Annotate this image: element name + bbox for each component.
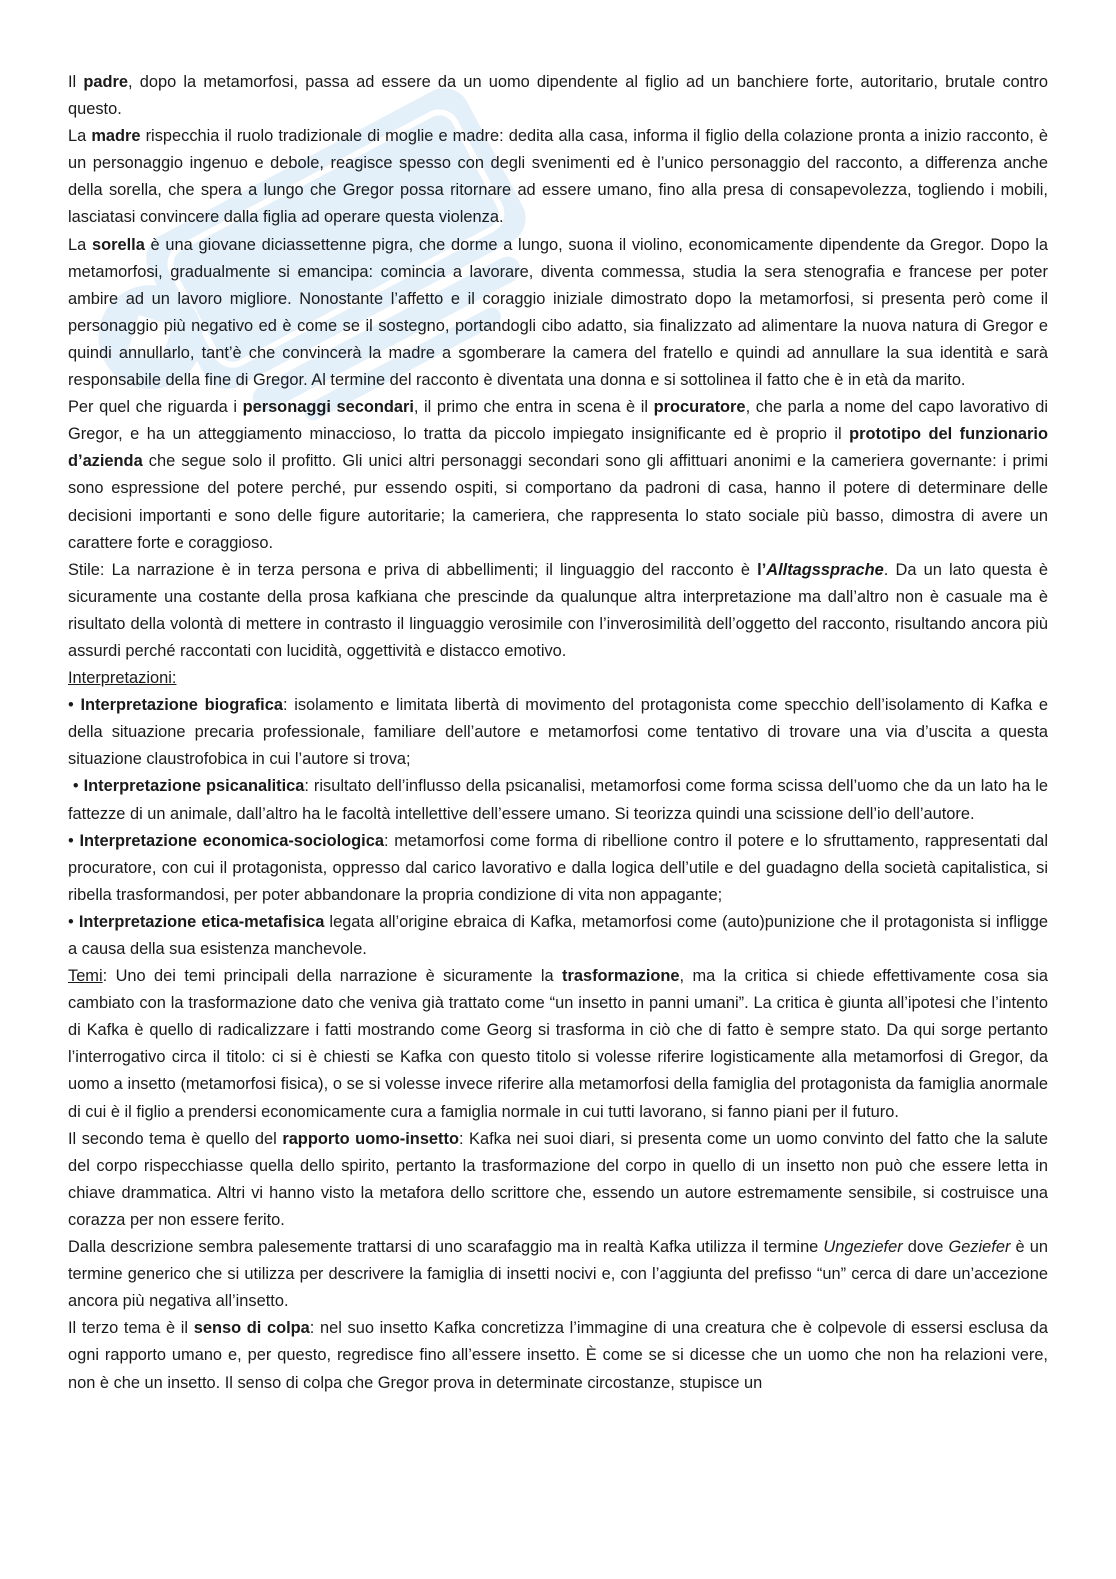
text: : Kafka nei suoi diari, si presenta come un uomo convinto del fatto che la salute del corpo rispecchiasse quella dello spirito, pertanto la trasformazione del corpo in quello di un insetto non può che essere letta in chiave drammatica. Altri vi hanno visto la metafora dello scrittore che, essendo un autore estremamente sensibile, si costruisce una corazza per non essere ferito. <box>68 1129 1048 1229</box>
bullet-icon: • <box>68 696 81 715</box>
text: Il <box>68 73 84 91</box>
italic-term: Geziefer <box>948 1238 1011 1257</box>
paragraph-sorella <box>68 232 1048 395</box>
bold-italic-term: Alltagssprache <box>766 560 884 579</box>
interpretation-item-etica <box>68 909 1048 963</box>
text: Stile: La narrazione è in terza persona e priva di abbellimenti; il linguaggio del racconto è <box>68 560 758 579</box>
text: , dopo la metamorfosi, passa ad essere da un uomo dipendente al figlio ad un banchiere forte, autoritario, brutale contro questo. <box>68 73 1048 119</box>
text: Il secondo tema è quello del <box>68 1129 283 1148</box>
text: , che parla a nome del capo lavorativo di Gregor, e ha un atteggiamento minaccioso, lo tratta da piccolo impiegato insignificante ed è proprio il <box>68 398 1048 444</box>
bold-term: padre <box>83 73 129 91</box>
text: : risultato dell’influsso della psicanalisi, metamorfosi come forma scissa dell’uomo che da un lato ha le fattezze di un animale, dall’altro ha le facoltà intellettive dell’essere umano. Si teorizza quindi una scissione dell’io dell’autore. <box>68 777 1048 823</box>
bold-term: sorella <box>91 235 145 254</box>
bullet-icon: • <box>68 831 80 850</box>
text: Dalla descrizione sembra palesemente trattarsi di uno scarafaggio ma in realtà Kafka utilizza il termine <box>68 1238 824 1257</box>
paragraph-madre <box>68 123 1048 231</box>
text: : nel suo insetto Kafka concretizza l’immagine di una creatura che è colpevole di essersi esclusa da ogni rapporto umano e, per questo, regredisce fino all’essere insetto. È come se si dicesse che un uomo che non ha relazioni vere, non è che un insetto. Il senso di colpa che Gregor prova in determinate circostanze, stupisce un <box>68 1319 1049 1392</box>
text: Per quel che riguarda i <box>68 398 243 417</box>
text: : Uno dei temi principali della narrazione è sicuramente la <box>102 967 563 986</box>
bold-term: l’ <box>757 560 767 579</box>
underlined-heading: Interpretazioni: <box>68 669 177 688</box>
text: La <box>68 235 92 254</box>
text: dove <box>902 1238 949 1257</box>
text: : metamorfosi come forma di ribellione contro il potere e lo sfruttamento, rappresentati dal procuratore, con cui il protagonista, oppresso dal carico lavorativo e dalla logica dell’utile e del guadagno della società capitalistica, si ribella trasformandosi, per poter abbandonare la propria condizione di vita non appagante; <box>68 831 1048 904</box>
text: che segue solo il profitto. Gli unici altri personaggi secondari sono gli affittuari anonimi e la cameriera governante: i primi sono espressione del potere perché, pur essendo ospiti, si comportano da padroni di casa, hanno il potere di determinare delle decisioni importanti e sono delle figure autoritarie; la cameriera, che rappresenta lo stato sociale più basso, dimostra di avere un carattere forte e coraggioso. <box>68 452 1048 552</box>
bold-term: Interpretazione psicanalitica <box>83 777 305 796</box>
text: La <box>68 127 92 146</box>
bold-term: personaggi secondari <box>242 398 414 417</box>
bold-term: senso di colpa <box>193 1319 310 1338</box>
interpretation-item-psicanalitica <box>68 773 1048 827</box>
paragraph-temi <box>68 963 1048 1126</box>
bold-term: madre <box>91 127 141 146</box>
paragraph-padre <box>68 69 1048 123</box>
text: è un termine generico che si utilizza per descrivere la famiglia di insetti nocivi e, con l’aggiunta del prefisso “un” cerca di dare un’accezione ancora più negativa all’insetto. <box>68 1238 1048 1311</box>
bullet-icon: • <box>68 777 84 796</box>
interpretation-item-biografica <box>68 692 1048 773</box>
bold-term: procuratore <box>653 398 746 417</box>
text: rispecchia il ruolo tradizionale di moglie e madre: dedita alla casa, informa il figlio della colazione pronta a inizio racconto, è un personaggio ingenuo e debole, reagisce spesso con degli svenimenti ed è l’unico personaggio del racconto, a differenza anche della sorella, che spera a lungo che Gregor possa ritornare ad essere umano, fino alla presa di consapevolezza, togliendo i mobili, lasciatasi convincere dalla figlia ad operare questa violenza. <box>68 127 1048 227</box>
text: , il primo che entra in scena è il <box>413 398 654 417</box>
paragraph-stile <box>68 557 1048 665</box>
interpretazioni-heading <box>68 665 1048 692</box>
paragraph-senso-di-colpa <box>68 1315 1048 1396</box>
bold-term: trasformazione <box>562 967 680 986</box>
bold-term: rapporto uomo-insetto <box>282 1129 459 1148</box>
interpretation-item-economica <box>68 828 1048 909</box>
bold-term: prototipo del funzionario d’azienda <box>68 425 1048 471</box>
text: . Da un lato questa è sicuramente una costante della prosa kafkiana che prescinde da qualunque altra interpretazione ma dall’altro non è casuale ma è risultato della volontà di mettere in contrasto il linguaggio verosimile con l’inverosimilità dell’oggetto del racconto, risultando ancora più assurdi perché raccontati con lucidità, oggettività e distacco emotivo. <box>68 560 1048 660</box>
bold-term: Interpretazione etica-metafisica <box>78 912 325 931</box>
paragraph-personaggi-secondari <box>68 394 1048 557</box>
document-body <box>68 69 1048 1397</box>
text: : isolamento e limitata libertà di movimento del protagonista come specchio dell’isolamento di Kafka e della situazione precaria professionale, familiare dell’autore e metamorfosi come tentativo di trovare una via d’uscita a questa situazione claustrofobica in cui l’autore si trova; <box>68 696 1049 769</box>
underlined-label: Temi <box>68 967 103 986</box>
paragraph-ungeziefer <box>68 1234 1048 1315</box>
bold-term: Interpretazione biografica <box>80 696 283 715</box>
italic-term: Ungeziefer <box>823 1238 903 1257</box>
paragraph-rapporto-uomo-insetto <box>68 1126 1048 1234</box>
text: legata all’origine ebraica di Kafka, metamorfosi come (auto)punizione che il protagonista si infligge a causa della sua esistenza manchevole. <box>68 912 1048 958</box>
text: , ma la critica si chiede effettivamente cosa sia cambiato con la trasformazione dato che veniva già trattato come “un insetto in panni umani”. La critica è giunta all’ipotesi che l’intento di Kafka è quello di radicalizzare i fatti mostrando come Georg si trasforma in ciò che di fatto è sempre stato. Da qui sorge pertanto l’interrogativo circa il titolo: ci si è chiesti se Kafka con questo titolo si volesse riferire logisticamente alla metamorfosi di Gregor, da uomo a insetto (metamorfosi fisica), o se si volesse invece riferire alla metamorfosi della famiglia del protagonista da famiglia anormale di cui è il figlio a prendersi economicamente cura a famiglia normale in cui tutti lavorano, si fanno piani per il futuro. <box>68 967 1048 1121</box>
bold-term: Interpretazione economica-sociologica <box>79 831 384 850</box>
bullet-icon: • <box>68 912 79 931</box>
text: è una giovane diciassettenne pigra, che dorme a lungo, suona il violino, economicamente dipendente da Gregor. Dopo la metamorfosi, gradualmente si emancipa: comincia a lavorare, diventa commessa, studia la sera stenografia e francese per poter ambire ad un lavoro migliore. Nonostante l’affetto e il coraggio iniziale dimostrato dopo la metamorfosi, si presenta però come il personaggio più negativo ed è come se il sostegno, portandogli cibo adatto, sia finalizzato ad alimentare la nuova natura di Gregor e quindi annullarlo, tant’è che convincerà la madre a sgomberare la camera del fratello e quindi ad annullare la sua identità e sarà responsabile della fine di Gregor. Al termine del racconto è diventata una donna e si sottolinea il fatto che è in età da marito. <box>68 235 1048 390</box>
text: Il terzo tema è il <box>68 1319 194 1338</box>
